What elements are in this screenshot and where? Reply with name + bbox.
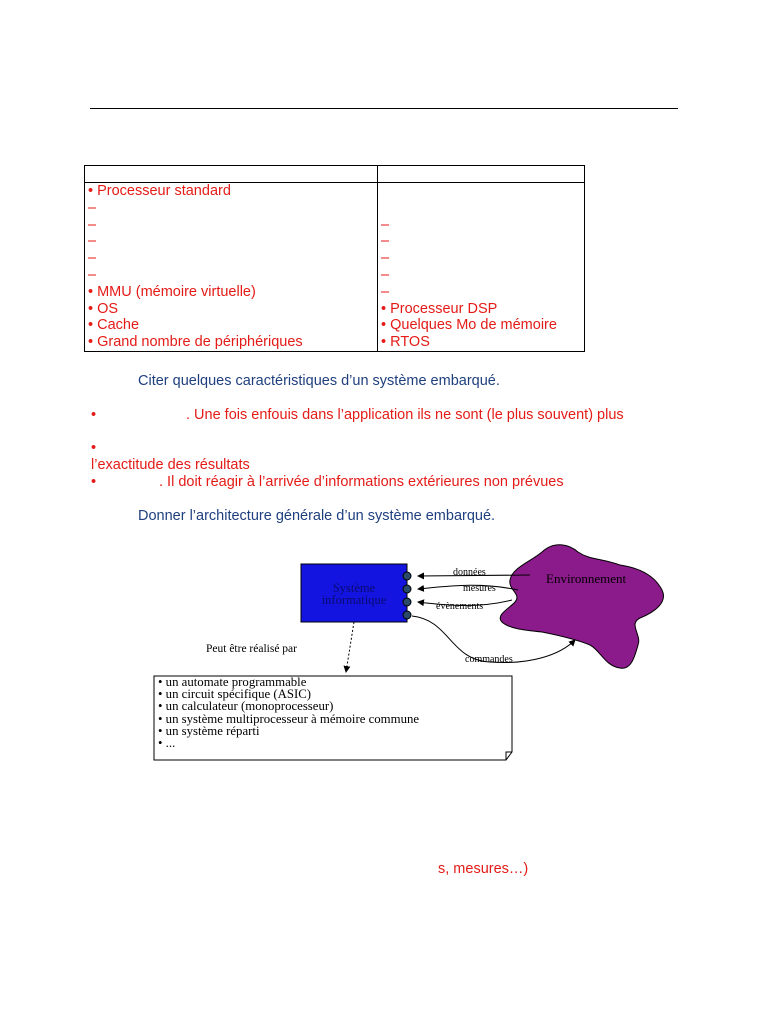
dotted-arrow (346, 622, 354, 672)
option-item: • un système réparti (158, 723, 260, 738)
right-item: – (381, 250, 390, 267)
question-architecture: Donner l’architecture générale d’un système embarqué. (138, 508, 496, 524)
label-commandes: commandes (465, 654, 513, 665)
right-item: • Quelques Mo de mémoire (381, 317, 557, 334)
system-label-1: Système (332, 581, 376, 595)
right-item (381, 200, 581, 217)
port-mesures (403, 585, 411, 593)
option-item: • un calculateur (monoprocesseur) (158, 699, 334, 714)
left-item: – (88, 266, 97, 283)
right-item: – (381, 266, 390, 283)
table-body-row (85, 183, 585, 352)
option-list (158, 676, 419, 749)
right-item: – (381, 283, 390, 300)
right-item: • RTOS (381, 334, 430, 351)
label-evenements: évènements (436, 601, 484, 612)
option-item: • un système multiprocesseur à mémoire commune (158, 711, 420, 726)
answer-1-bullet: • (91, 407, 97, 423)
system-label-2: informatique (321, 593, 387, 607)
comparison-table (84, 165, 585, 352)
environment-label: Environnement (546, 571, 627, 586)
left-item: • Cache (88, 317, 140, 334)
port-commandes (403, 611, 411, 619)
left-item: – (88, 250, 97, 267)
table-header-right (378, 166, 585, 183)
label-mesures: mesures (463, 583, 496, 594)
answer-1-text: . Une fois enfouis dans l’application ils ne sont (le plus souvent) plus (186, 407, 624, 423)
footer-fragment: s, mesures…) (438, 861, 529, 877)
answer-2-bullet: • (91, 440, 97, 456)
table-left-cell (85, 183, 378, 352)
answer-3-bullet: • (91, 474, 97, 490)
left-item: – (88, 233, 97, 250)
table-header-left (85, 166, 378, 183)
left-item: – (88, 216, 97, 233)
answer-2-line: l’exactitude des résultats (91, 457, 250, 473)
port-evenements (403, 598, 411, 606)
label-donnees: données (453, 567, 486, 578)
environment-blob-shape (500, 545, 663, 668)
option-item: • un automate programmable (158, 675, 307, 689)
top-horizontal-rule (90, 108, 678, 109)
port-donnees (403, 572, 411, 580)
right-item: • Processeur DSP (381, 300, 498, 317)
right-item (381, 183, 581, 200)
left-item: • MMU (mémoire virtuelle) (88, 283, 256, 300)
answer-3-text: . Il doit réagir à l’arrivée d’informations extérieures non prévues (159, 474, 564, 490)
left-item: – (88, 199, 97, 216)
question-characteristics: Citer quelques caractéristiques d’un système embarqué. (138, 373, 500, 389)
realise-par-label: Peut être réalisé par (206, 643, 297, 655)
right-item: – (381, 216, 390, 233)
option-item: • un circuit spécifique (ASIC) (158, 687, 312, 702)
table-header-row (85, 166, 585, 183)
table-right-cell (378, 183, 585, 352)
option-item: • ... (158, 736, 176, 751)
right-item: – (381, 233, 390, 250)
left-item: • OS (88, 300, 119, 317)
left-item: • Grand nombre de périphériques (88, 334, 303, 351)
left-item: • Processeur standard (88, 183, 231, 199)
